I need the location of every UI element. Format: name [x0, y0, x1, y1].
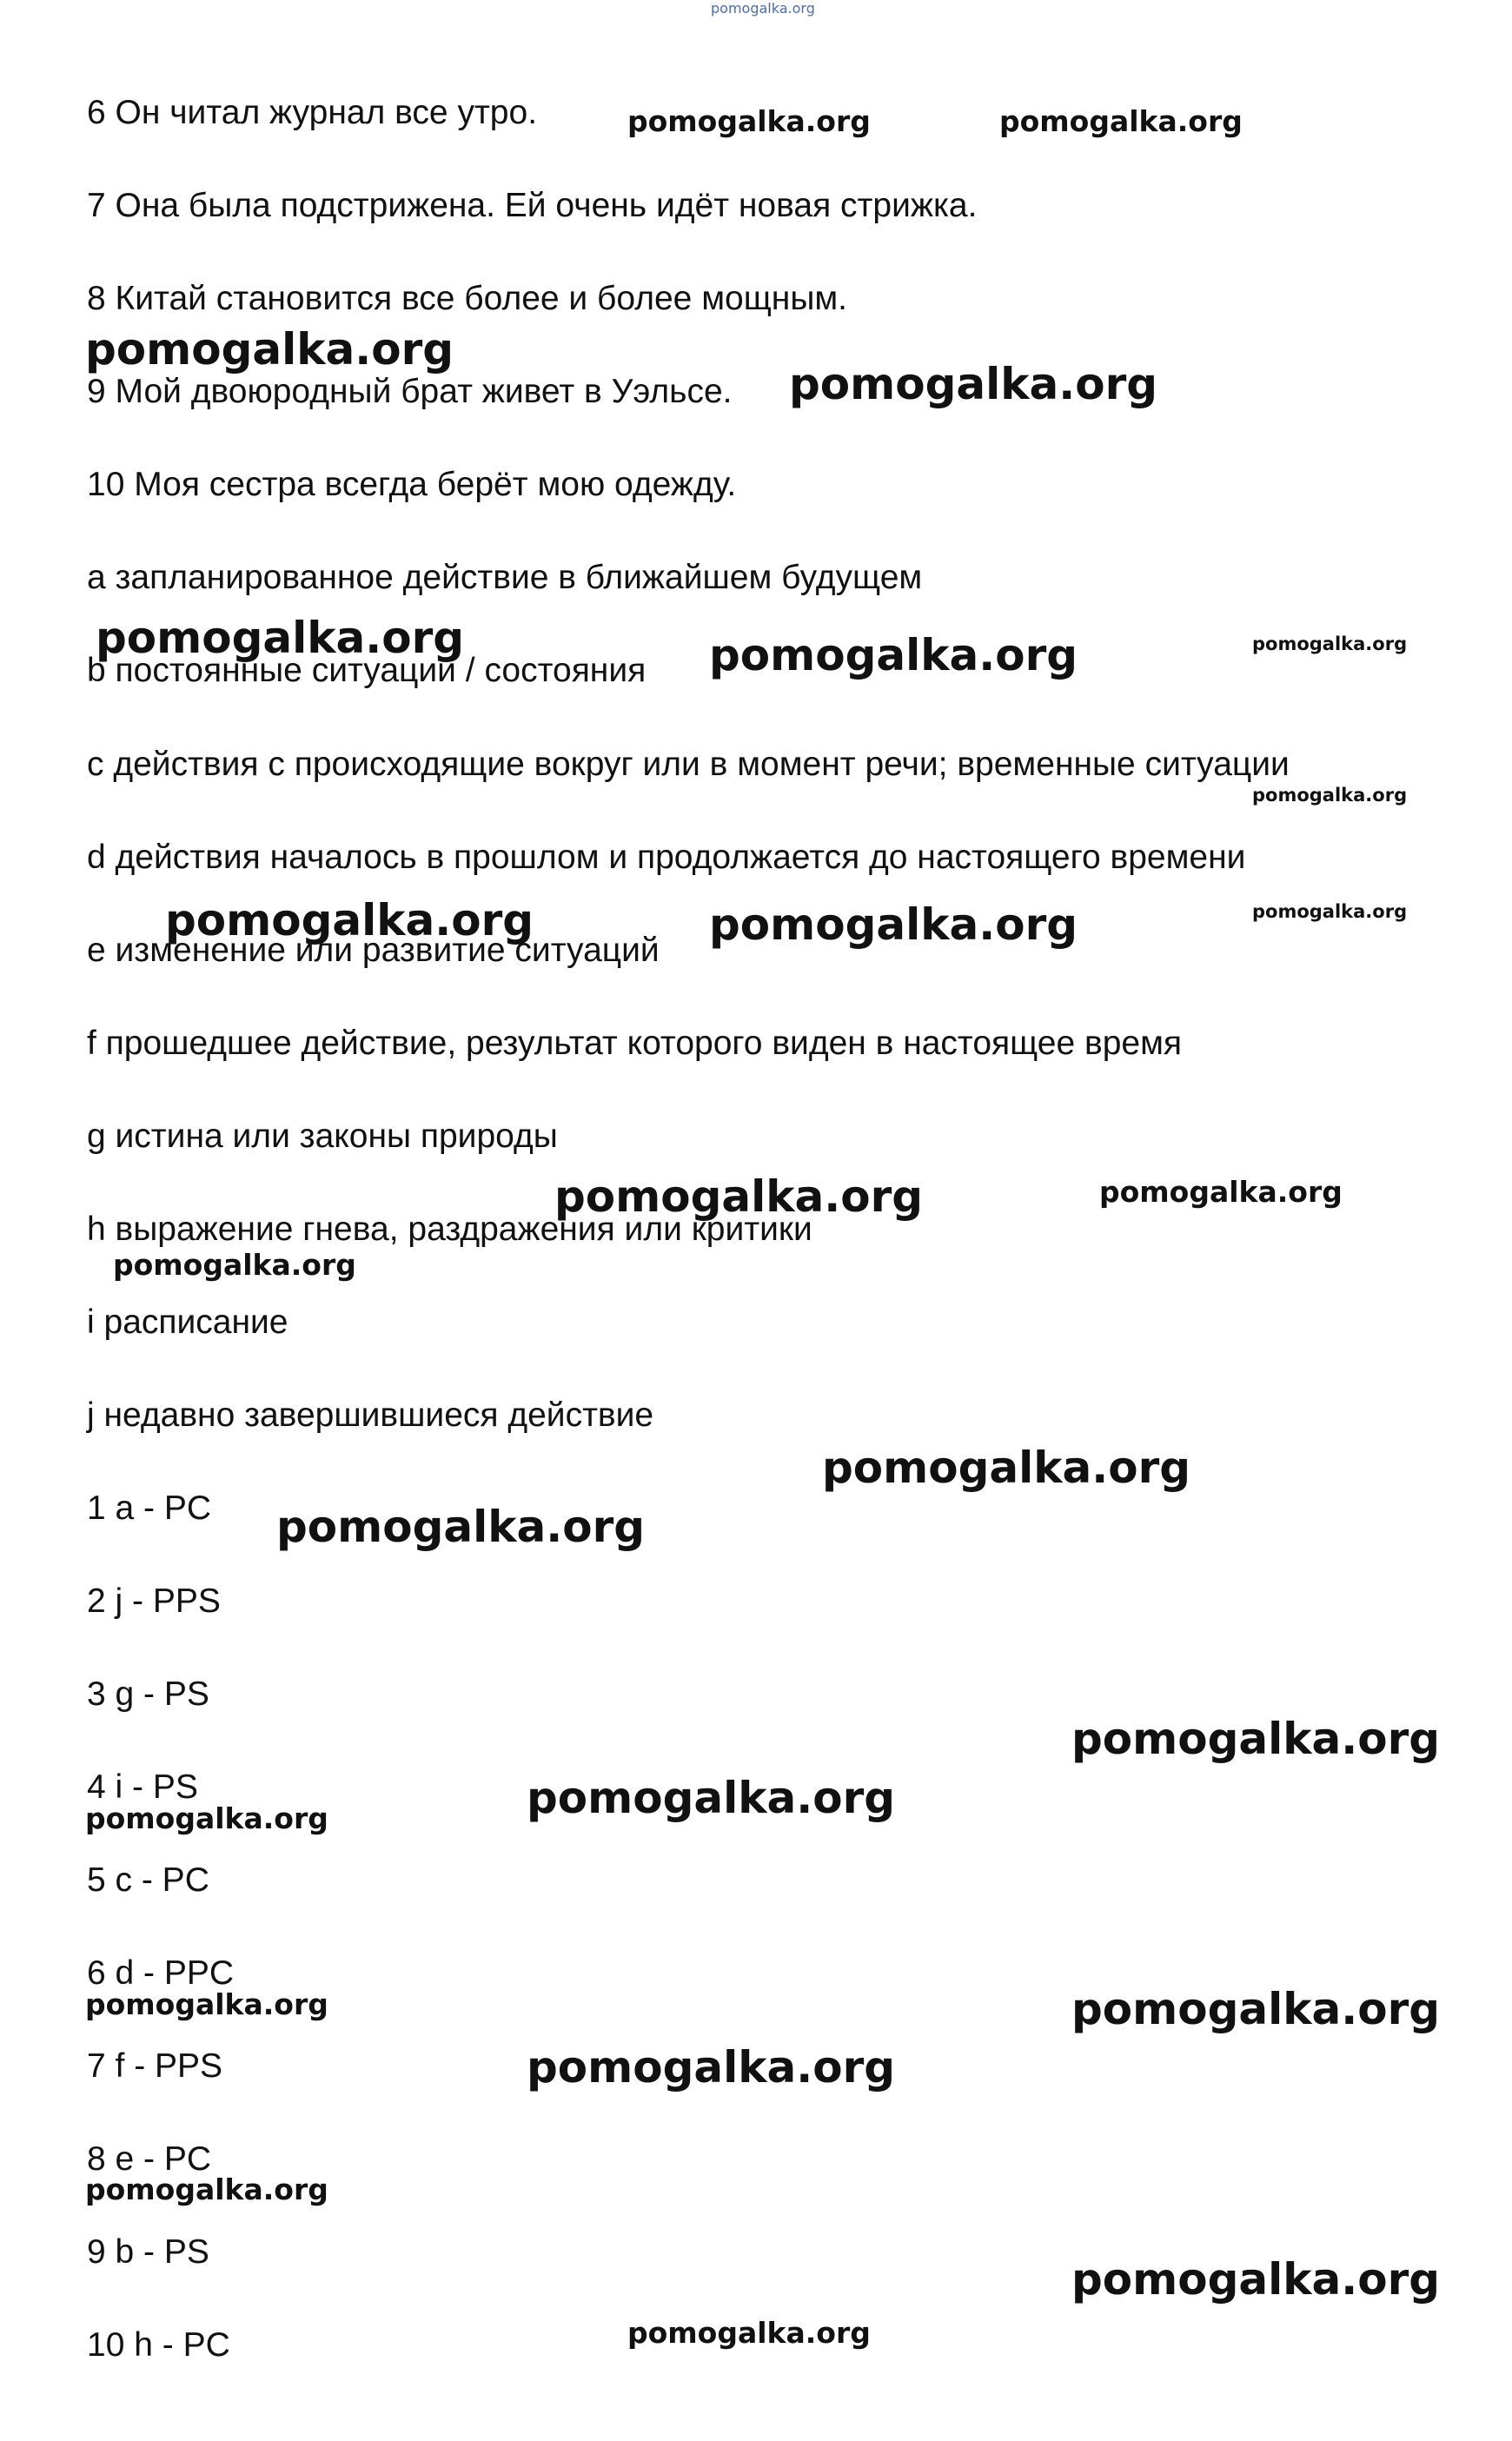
- watermark: pomogalka.org: [1099, 1175, 1343, 1209]
- answer-9: 9 b - PS: [87, 2233, 209, 2271]
- watermark: pomogalka.org: [527, 2042, 896, 2093]
- watermark: pomogalka.org: [113, 1248, 356, 1282]
- watermark: pomogalka.org: [527, 1773, 896, 1823]
- watermark: pomogalka.org: [709, 630, 1078, 680]
- watermark: pomogalka.org: [999, 104, 1243, 138]
- use-b: b постоянные ситуации / состояния: [87, 652, 647, 689]
- watermark: pomogalka.org: [1252, 633, 1408, 654]
- watermark: pomogalka.org: [554, 1171, 924, 1222]
- answer-2: 2 j - PPS: [87, 1582, 221, 1620]
- answer-6: 6 d - PPC: [87, 1954, 235, 1992]
- sentence-6: 6 Он читал журнал все утро.: [87, 94, 538, 131]
- watermark: pomogalka.org: [85, 1801, 328, 1835]
- watermark: pomogalka.org: [627, 104, 871, 138]
- sentence-10: 10 Моя сестра всегда берёт мою одежду.: [87, 466, 737, 503]
- use-g: g истина или законы природы: [87, 1118, 558, 1155]
- use-c: c действия с происходящие вокруг или в момент речи; временные ситуации: [87, 746, 1290, 783]
- sentence-7: 7 Она была подстрижена. Ей очень идёт новая стрижка.: [87, 187, 978, 224]
- use-d: d действия началось в прошлом и продолжается до настоящего времени: [87, 839, 1246, 876]
- answer-3: 3 g - PS: [87, 1675, 209, 1713]
- answer-5: 5 c - PC: [87, 1861, 209, 1899]
- header-watermark: pomogalka.org: [711, 0, 815, 17]
- watermark: pomogalka.org: [1071, 1714, 1441, 1764]
- use-a: a запланированное действие в ближайшем будущем: [87, 559, 923, 596]
- watermark: pomogalka.org: [85, 2172, 328, 2206]
- answer-7: 7 f - PPS: [87, 2047, 223, 2085]
- watermark: pomogalka.org: [822, 1443, 1191, 1493]
- use-h: h выражение гнева, раздражения или критики: [87, 1211, 812, 1248]
- use-j: j недавно завершившиеся действие: [87, 1396, 654, 1434]
- answer-4: 4 i - PS: [87, 1768, 198, 1806]
- use-i: i расписание: [87, 1303, 288, 1341]
- use-f: f прошедшее действие, результат которого виден в настоящее время: [87, 1025, 1183, 1062]
- watermark: pomogalka.org: [96, 613, 465, 663]
- watermark: pomogalka.org: [85, 1987, 328, 2021]
- watermark: pomogalka.org: [1252, 901, 1408, 922]
- watermark: pomogalka.org: [789, 359, 1158, 409]
- watermark: pomogalka.org: [165, 895, 534, 945]
- watermark: pomogalka.org: [276, 1502, 646, 1552]
- sentence-9: 9 Мой двоюродный брат живет в Уэльсе.: [87, 373, 733, 410]
- answer-1: 1 a - PC: [87, 1489, 212, 1527]
- answer-10: 10 h - PC: [87, 2326, 230, 2364]
- watermark: pomogalka.org: [1252, 785, 1408, 806]
- watermark: pomogalka.org: [709, 899, 1078, 950]
- answer-8: 8 e - PC: [87, 2140, 212, 2178]
- watermark: pomogalka.org: [1071, 1984, 1441, 2034]
- watermark: pomogalka.org: [85, 324, 454, 375]
- watermark: pomogalka.org: [1071, 2254, 1441, 2305]
- use-e: e изменение или развитие ситуаций: [87, 932, 660, 969]
- sentence-8: 8 Китай становится все более и более мощным.: [87, 280, 848, 317]
- watermark: pomogalka.org: [627, 2316, 871, 2350]
